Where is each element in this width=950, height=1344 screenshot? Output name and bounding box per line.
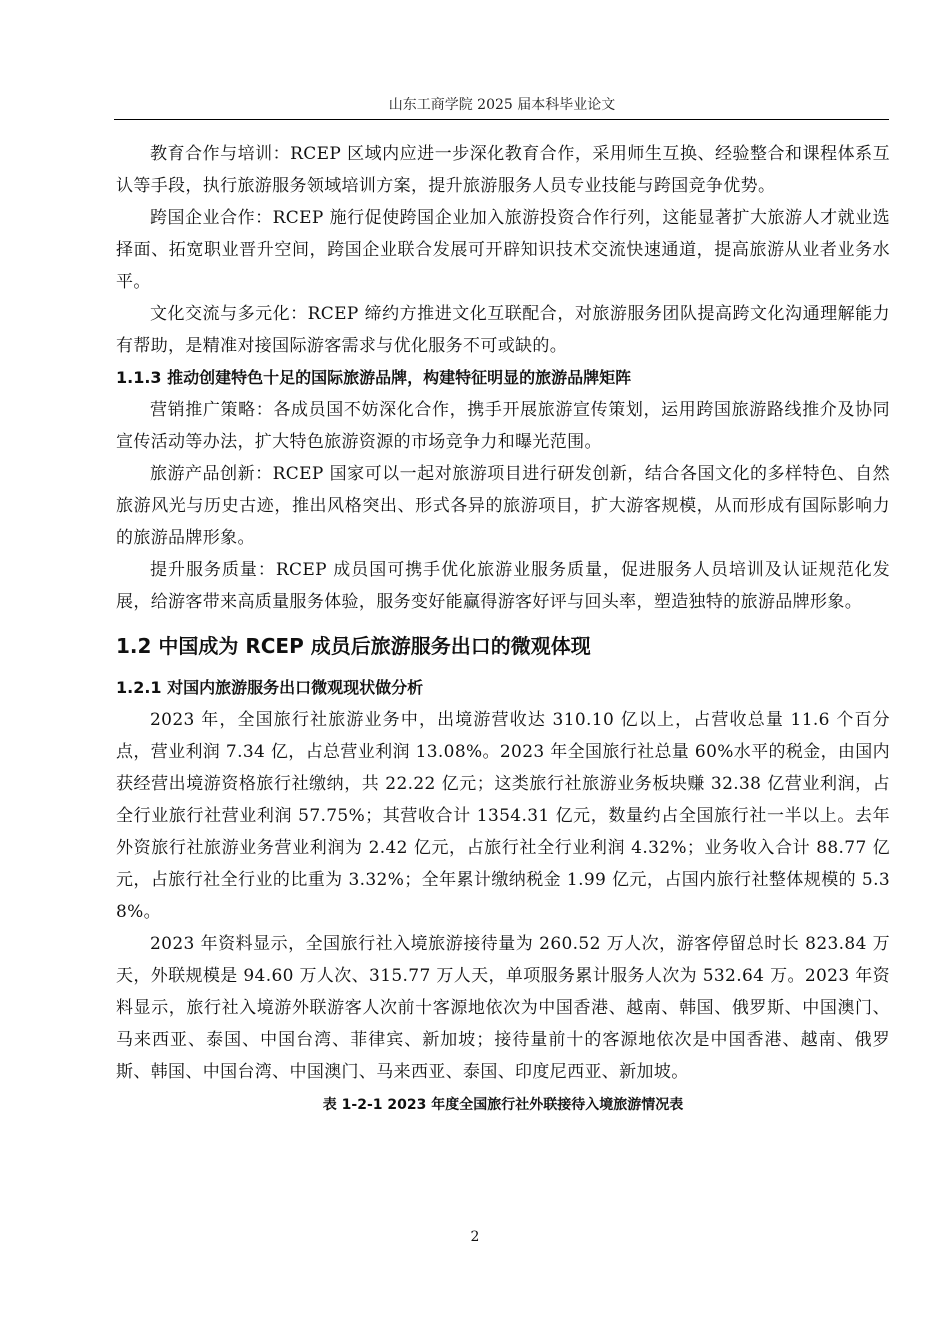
paragraph-cultural-exchange: 文化交流与多元化：RCEP 缔约方推进文化互联配合，对旅游服务团队提高跨文化沟通理解能力有帮助，是精准对接国际游客需求与优化服务不可或缺的。 — [116, 304, 890, 356]
table-caption: 表 1-2-1 2023 年度全国旅行社外联接待入境旅游情况表 — [322, 1097, 684, 1113]
running-header: 山东工商学院 2025 届本科毕业论文 — [388, 97, 616, 113]
paragraph-product-innovation: 旅游产品创新：RCEP 国家可以一起对旅游项目进行研发创新，结合各国文化的多样特色、自然旅游风光与历史古迹，推出风格突出、形式各异的旅游项目，扩大游客规模，从而形成有国际影响力的旅游品牌形象。 — [116, 464, 890, 548]
page-number: 2 — [470, 1229, 480, 1245]
paragraph-outbound-revenue: 2023 年，全国旅行社旅游业务中，出境游营收达 310.10 亿以上，占营收总量 11.6 个百分点，营业利润 7.34 亿，占总营业利润 13.08%。2023 年全国旅行社总量 60%水平的税金，由国内获经营出境游资格旅行社缴纳，共 22.22 亿元；这类旅行社旅游业务板块赚 32.38 亿营业利润，占全行业旅行社营业利润 57.75%；其营收合计 1354.31 亿元，数量约占全国旅行社一半以上。去年外资旅行社旅游业务营业利润为 2.42 亿元，占旅行社全行业利润 4.32%；业务收入合计 88.77 亿元，占旅行社全行业的比重为 3.32%；全年累计缴纳税金 1.99 亿元，占国内旅行社整体规模的 5.38%。 — [116, 710, 890, 922]
paragraph-service-quality: 提升服务质量：RCEP 成员国可携手优化旅游业服务质量，促进服务人员培训及认证规范化发展，给游客带来高质量服务体验，服务变好能赢得游客好评与回头率，塑造独特的旅游品牌形象。 — [116, 560, 890, 612]
section-heading-1-2: 1.2 中国成为 RCEP 成员后旅游服务出口的微观体现 — [116, 634, 591, 658]
section-heading-1-1-3: 1.1.3 推动创建特色十足的国际旅游品牌，构建特征明显的旅游品牌矩阵 — [116, 368, 632, 387]
page-body — [116, 138, 890, 1116]
paragraph-education-cooperation: 教育合作与培训：RCEP 区域内应进一步深化教育合作，采用师生互换、经验整合和课程体系互认等手段，执行旅游服务领域培训方案，提升旅游服务人员专业技能与跨国竞争优势。 — [116, 144, 890, 196]
paragraph-marketing-strategy: 营销推广策略：各成员国不妨深化合作，携手开展旅游宣传策划，运用跨国旅游路线推介及协同宣传活动等办法，扩大特色旅游资源的市场竞争力和曝光范围。 — [116, 400, 890, 452]
paragraph-inbound-reception: 2023 年资料显示，全国旅行社入境旅游接待量为 260.52 万人次，游客停留总时长 823.84 万天，外联规模是 94.60 万人次、315.77 万人天，单项服务累计服务人次为 532.64 万。2023 年资料显示，旅行社入境游外联游客人次前十客源地依次为中国香港、越南、韩国、俄罗斯、中国澳门、马来西亚、泰国、中国台湾、菲律宾、新加坡；接待量前十的客源地依次是中国香港、越南、俄罗斯、韩国、中国台湾、中国澳门、马来西亚、泰国、印度尼西亚、新加坡。 — [116, 934, 890, 1082]
header-rule — [114, 119, 889, 120]
paragraph-enterprise-cooperation: 跨国企业合作：RCEP 施行促使跨国企业加入旅游投资合作行列，这能显著扩大旅游人才就业选择面、拓宽职业晋升空间，跨国企业联合发展可开辟知识技术交流快速通道，提高旅游从业者业务水平。 — [116, 208, 890, 292]
section-heading-1-2-1: 1.2.1 对国内旅游服务出口微观现状做分析 — [116, 678, 424, 697]
